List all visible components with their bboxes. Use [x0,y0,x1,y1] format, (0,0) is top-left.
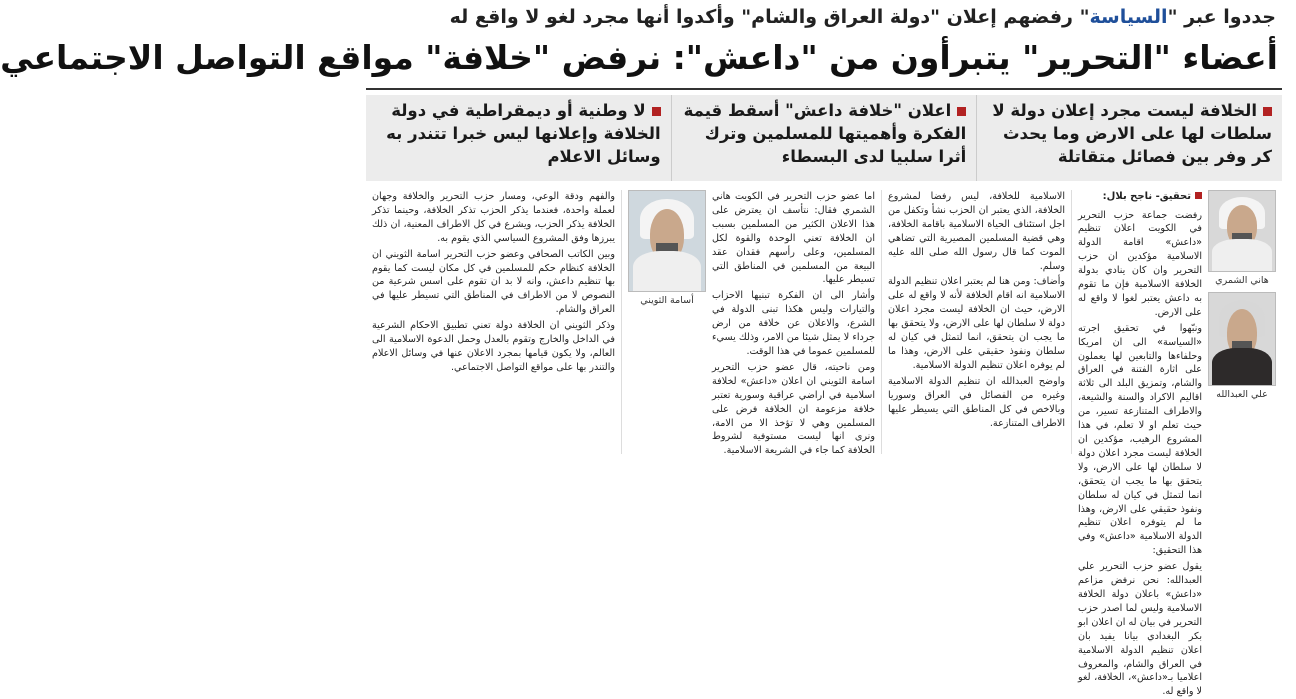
column-3-text [712,190,875,457]
photo-block [628,190,706,454]
paragraph: واوضح العبدالله ان تنظيم الدولة الاسلامية وغيره من الفصائل في العراق وسوريا وبالاخص في كل المناطق التي يسيطر عليها الاطراف المتنازعة. [888,375,1065,429]
kicker-prefix: جددوا عبر [1184,6,1276,28]
column-3 [622,190,882,457]
paragraph: ونبّهوا في تحقيق اجرته «السياسة» الى ان امريكا وحلفاءها والتابعين لها يعملون على اثارة الفتنة في العراق والشام، وتمزيق البلد الى ثلاثة اقاليم الاكراد والسنة والشيعة، والاطراف المتنازعة تسير، من حيث تعلم او لا تعلم، في هذا المشروع الرهيب، مؤكدين ان الخلافة ليست مجرد اعلان دولة لا سلطان لها على الارض، ولا يتحقق بها ما يجب ان يتحقق، انما لتمثل في كيان له سلطان ونفوذ حقيقي على الارض، وهذا ما لم يتوفره اعلان تنظيم الدولة الاسلامية «داعش» وفي هذا التحقيق: [1078,322,1202,557]
column-1-text [1078,190,1202,698]
photo-caption: هاني الشمري [1215,275,1269,286]
paragraph: يقول عضو حزب التحرير علي العبدالله: نحن نرفض مزاعم «داعش» باعلان دولة الخلافة الاسلامية وليس لما اصدر حزب التحرير في بيان له ان اعلان ابو بكر البغدادي بيانا يفيد بان اعلان تنظيم الدولة الاسلامية في العراق والشام، والمعروف اعلاميا بـ«داعش»، الخلافة، لغو لا واقع له. [1078,561,1202,698]
brand-logo-text: السياسة [1089,6,1168,28]
photo-ali-alabdullah [1208,292,1276,386]
article-columns [366,190,1282,698]
red-square-bullet-icon [957,107,966,116]
kicker: جددوا عبر "السياسة" رفضهم إعلان "دولة العراق والشام" وأكدوا أنها مجرد لغو لا واقع له [449,6,1276,28]
photo-osama-althuwaini [628,190,706,292]
headline-divider [366,88,1282,90]
paragraph: وذكر الثويني ان الخلافة دولة تعني تطبيق الاحكام الشرعية في الداخل والخارج وتقوم بالعدل وحمل الدعوة الاسلامية الى العالم، ولا يكون قيامها بمجرد الاعلان عنها في وسائل الاعلام والتندر بها على مواقع التواصل الاجتماعي. [372,320,615,373]
subheads-row [366,95,1282,181]
paragraph: والفهم ودقة الوعي، ومسار حزب التحرير والخلافة وجهان لعملة واحدة، فعندما يذكر الحزب تذكر الخلافة، وحينما تذكر الخلافة يذكر الحزب، ويشرع في كل الاطراف المعنية، ان ذلك يبرزها وفق المشروع السياسي الذي يقوم به. [372,191,615,244]
kicker-suffix: رفضهم إعلان "دولة العراق والشام" وأكدوا أنها مجرد لغو لا واقع له [449,6,1073,28]
red-square-bullet-icon [652,107,661,116]
subhead-1: الخلافة ليست مجرد إعلان دولة لا سلطات لها على الارض وما يحدث كر وفر بين فصائل متقاتلة [977,95,1282,181]
subhead-2: اعلان "خلافة داعش" أسقط قيمة الفكرة وأهميتها للمسلمين وترك أثرا سلبيا لدى البسطاء [672,95,978,181]
column-1 [1072,190,1282,698]
photo-caption: علي العبدالله [1216,388,1268,400]
paragraph: ومن ناحيته، قال عضو حزب التحرير اسامة الثويني ان اعلان «داعش» لخلافة اسلامية في اراضي عراقية وسورية تعتبر خلافة مزعومة ان الخلافة فرض على المسلمين وهي لا تؤخذ الا من الامة، ونرى انها ليست مستوفية لشروط الخلافة كما جاء في الشريعة الاسلامية. [712,361,875,457]
column-4 [366,190,622,454]
paragraph: وأشار الى ان الفكرة تبنيها الاحزاب والتيارات وليس هكذا تبنى الدولة في الشرع، والاعلان عن خلافة من ارض جرداء لا يمثل شيئا من الامر، وذلك يسيء للمسلمين عموما في هذا الوقت. [712,290,875,357]
column-2 [882,190,1072,454]
headline: أعضاء "التحرير" يتبرأون من "داعش": نرفض "خلافة" مواقع التواصل الاجتماعي [0,38,1278,77]
byline: تحقيق- ناجح بلال: [1078,190,1202,205]
subhead-3: لا وطنية أو ديمقراطية في دولة الخلافة وإعلانها ليس خبرا تتندر به وسائل الاعلام [366,95,672,181]
photos-stack [1208,190,1276,454]
photo-hani-alshammari [1208,190,1276,272]
paragraph: وأضاف: ومن هنا لم يعتبر اعلان تنظيم الدولة الاسلامية انه اقام الخلافة لأنه لا واقع له على الارض، حيث ان الخلافة ليست مجرد اعلان دولة لا سلطان لها على الارض، ولا يتحقق بها ما يجب ان يتحقق، انما لتمثل في كيان له سلطان ونفوذ حقيقي على الارض، وهذا ما لم يوفره اعلان تنظيم الدولة الاسلامية. [888,276,1065,371]
paragraph: رفضت جماعة حزب التحرير في الكويت اعلان تنظيم «داعش» اقامة الدولة الاسلامية مؤكدين ان حزب التحرير وان كان ينادي بدولة الخلافة الاسلامية فإن ما تقوم به داعش يعتبر لغوا لا واقع له على الارض. [1078,209,1202,318]
paragraph: وبين الكاتب الصحافي وعضو حزب التحرير اسامة الثويني ان الخلافة كنظام حكم للمسلمين في كل مكان ليست كما يقوم بها تنظيم داعش، وانه لا بد ان تقوم على اسس شرعية من النصوص لا من الاطراف في المناطق التي تسيطر عليها في العراق والشام. [372,248,615,316]
red-square-bullet-icon [1263,107,1272,116]
paragraph: اما عضو حزب التحرير في الكويت هاني الشمري فقال: نتأسف ان يعترض على هذا الاعلان الكثير من المسلمين بسبب ان الخلافة تعني الوحدة والقوة لكل المسلمين، وعلى رأسهم فقدان عقد البيعة من المسلمين في المناطق التي تسيطر عليها. [712,191,875,286]
photo-caption: أسامة الثويني [640,295,694,306]
paragraph: الاسلامية للخلافة، ليس رفضا لمشروع الخلافة، الذي يعتبر ان الحزب نشأ وتكفل من اجل استئناف الحياة الاسلامية باقامة الخلافة، وهي قضية المسلمين المصيرية التي تضاهي الموت كما قال رسول الله صلى الله عليه وسلم. [888,191,1065,272]
